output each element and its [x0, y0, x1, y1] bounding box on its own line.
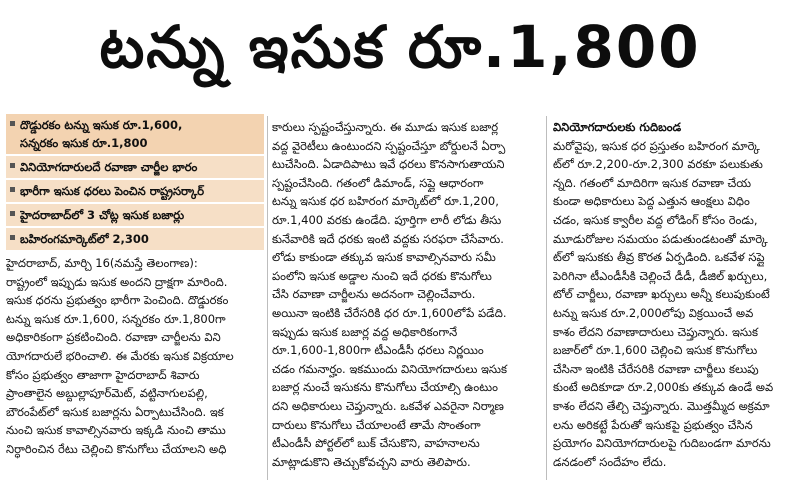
text-line: కుండా అధికారులు పెద్ద ఎత్తున ఆంక్షలు విధిం	[553, 194, 750, 209]
column-rule	[267, 116, 268, 480]
text-line: కాశం లేదని రవాణాదారులు చెప్తున్నారు. ఇసుక	[553, 324, 758, 339]
highlight-item	[6, 180, 264, 202]
text-line: పంలోని ఇసుక అడ్డాల నుంచి ఇదే ధరకు కొనుగోలు	[272, 268, 492, 283]
text-line: టన్ను ఇసుక ధర బహిరంగ మార్కెట్‌లో రూ.1,200,	[272, 194, 499, 209]
text-line: రూ.1,400 వరకు ఉండేది. పూర్తిగా లారీ లోడు తీసు	[272, 212, 502, 227]
text-line: లోడు కాకుండా తక్కువ ఇసుక కావాల్సినవారు సమీ	[272, 250, 496, 265]
text-line: డనడంలో సందేహం లేదు.	[553, 454, 667, 469]
text-line: ఇప్పుడు ఇసుక బజార్ల వద్ద అధికారికంగానే	[272, 324, 458, 339]
text-line: కోసం ప్రభుత్వం తాజాగా హైదరాబాద్ శివారు	[6, 367, 200, 382]
text-line: ప్రాంతాలైన అబ్దుల్లాపూర్‌మెట్, వట్టినాగులపల్లి,	[6, 386, 208, 401]
body-text	[6, 254, 264, 459]
text-line: యోగదారులే భరించాలి. ఈ మేరకు ఇసుక విక్రయాల	[6, 348, 234, 363]
text-line: దని అధికారులు చెప్తున్నారు. ఒకవేళ ఎవరైనా నిర్మాణ	[272, 398, 504, 413]
text-line: మరోవైపు, ఇసుక ధర ప్రస్తుతం బహిరంగ మార్కె	[553, 138, 760, 153]
text-line: చేసినా ఇంటికి చేరేసరికి రవాణా చార్జీలు కలుపు	[553, 361, 759, 376]
highlight-item	[6, 204, 264, 226]
text-line: కుంటే అదికూడా రూ.2,000కు తక్కువ ఉండే అవ	[553, 380, 774, 395]
subheading: వినియోగదారులకు గుదిబండ	[553, 120, 682, 134]
text-line: పెరిగినా టీఎండీసీకి చెల్లించే డీడీ, డీజిల్ ఖర్చులు,	[553, 268, 768, 283]
highlight-line: వినియోగదారులదే రవాణా చార్జీల భారం	[20, 160, 198, 174]
text-line: చేసి రవాణా చార్జీలను అదనంగా చెల్లించేవారు.	[272, 287, 476, 302]
column-1	[6, 114, 264, 480]
text-line: చడం, ఇసుక క్వారీల వద్ద లోడింగ్ కోసం రెండు,	[553, 212, 758, 227]
text-line: దారులు కొనుగోలు చేయాలంటే తామే సొంతంగా	[272, 417, 481, 432]
text-line: ప్రయోగం వినియోగదారులపై గుదిబండగా మారను	[553, 436, 771, 451]
highlight-item	[6, 156, 264, 178]
highlight-line: సన్నరకం ఇసుక రూ.1,800	[20, 136, 148, 150]
text-line: మూడురోజుల సమయం పడుతుండటంతో మార్కె	[553, 231, 768, 246]
text-line: వద్ద వైరెటీలు ఉంటుందని స్పష్టంచేస్తూ బోర్డులనే ఏర్పా	[272, 138, 506, 153]
text-line: హైదరాబాద్, మార్చి 16(నమస్తే తెలంగాణ):	[6, 256, 198, 270]
highlight-item	[6, 228, 264, 250]
text-line: బజార్‌లో రూ.1,600 చెల్లించి ఇసుక కొనుగోలు	[553, 343, 758, 358]
text-line: ఇసుక ధరను ప్రభుత్వం భారీగా పెంచింది. దొడ్డురకం	[6, 293, 229, 308]
column-rule	[546, 116, 547, 480]
text-line: బజార్ల నుంచే ఇసుకను కొనుగోలు చేయాల్సి ఉంటుం	[272, 380, 498, 395]
column-2	[272, 118, 540, 484]
highlight-line: హైదరాబాద్‌లో 3 చోట్ల ఇసుక బజార్లు	[20, 208, 185, 222]
text-line: కారులు స్పష్టంచేస్తున్నారు. ఈ మూడు ఇసుక బజార్ల	[272, 120, 499, 134]
highlight-line: దొడ్డురకం టన్ను ఇసుక రూ.1,600,	[20, 118, 183, 132]
highlight-line: భారీగా ఇసుక ధరలు పెంచిన రాష్ట్రసర్కార్	[20, 184, 205, 198]
column-3	[553, 118, 796, 484]
text-line: కాశం లేదని తేల్చి చెప్తున్నారు. మొత్తమ్మీద అక్రమా	[553, 398, 770, 413]
text-line: రాష్ట్రంలో ఇప్పుడు ఇసుక అందని ద్రాక్షగా మారింది.	[6, 274, 228, 289]
text-line: స్పష్టంచేసింది. గతంలో డిమాండ్, సప్లై ఆధారంగా	[272, 175, 484, 190]
text-line: ట్‌లో ఇసుకకు తీవ్ర కొరత ఏర్పడింది. ఒకవేళ సప్లై	[553, 250, 765, 265]
text-line: చడం గమనార్హం. ఇకముందు వినియోగదారులు ఇసుక	[272, 361, 507, 376]
text-line: ట్‌లో రూ.2,200-రూ.2,300 వరకూ పలుకుతు	[553, 157, 763, 172]
text-line: టుచేసింది. ఏడాదిపాటు ఇవే ధరలు కొనసాగుతాయని	[272, 157, 505, 172]
text-line: నుంచి ఇసుక కావాల్సినవారు ఇక్కడి నుంచి తాము	[6, 423, 226, 438]
text-line: టన్ను ఇసుక రూ.1,600, సన్నరకం రూ.1,800గా	[6, 311, 226, 326]
highlight-line: బహిరంగమార్కెట్‌లో 2,300	[20, 232, 149, 246]
text-line: టోల్ చార్జీలు, రవాణా ఖర్చులు అన్నీ కలుపుకుంటే	[553, 287, 770, 302]
text-line: మాట్లాడుకొని తెచ్చుకోవచ్చని వారు తెలిపారు.	[272, 454, 471, 469]
text-line: కునేవారికి ఇదే ధరకు ఇంటి వద్దకు సరఫరా చేసేవారు.	[272, 231, 504, 246]
text-line: టన్ను ఇసుక రూ.2,000లోపు విక్రయించే అవ	[553, 305, 754, 320]
text-line: నిర్ధారించిన రేటు చెల్లించి కొనుగోలు చేయాలని అధి	[6, 441, 227, 456]
text-line: అయినా ఇంటికి చేరేసరికి ధర రూ.1,600లోపే పడేది.	[272, 305, 507, 320]
text-line: అధికారికంగా ప్రకటించింది. రవాణా చార్జీలను విని	[6, 330, 221, 345]
text-line: లను అరికట్టే పేరుతో ఇసుకపై ప్రభుత్వం చేసిన	[553, 417, 753, 432]
highlight-item	[6, 114, 264, 154]
text-line: బౌరంపేట్‌లో ఇసుక బజార్లను ఏర్పాటుచేసింది. ఇక	[6, 404, 224, 419]
highlights-box	[6, 114, 264, 250]
headline: టన్ను ఇసుక రూ.1,800	[99, 12, 701, 81]
text-line: రూ.1,600-1,800గా టీఎండీసీ ధరలు నిర్ణయిం	[272, 343, 484, 358]
text-line: న్నది. గతంలో మాదిరిగా ఇసుక రవాణా చేయ	[553, 175, 752, 190]
text-line: టీఎండీసీ పోర్టల్‌లో బుక్ చేసుకొని, వాహనాలను	[272, 436, 480, 451]
